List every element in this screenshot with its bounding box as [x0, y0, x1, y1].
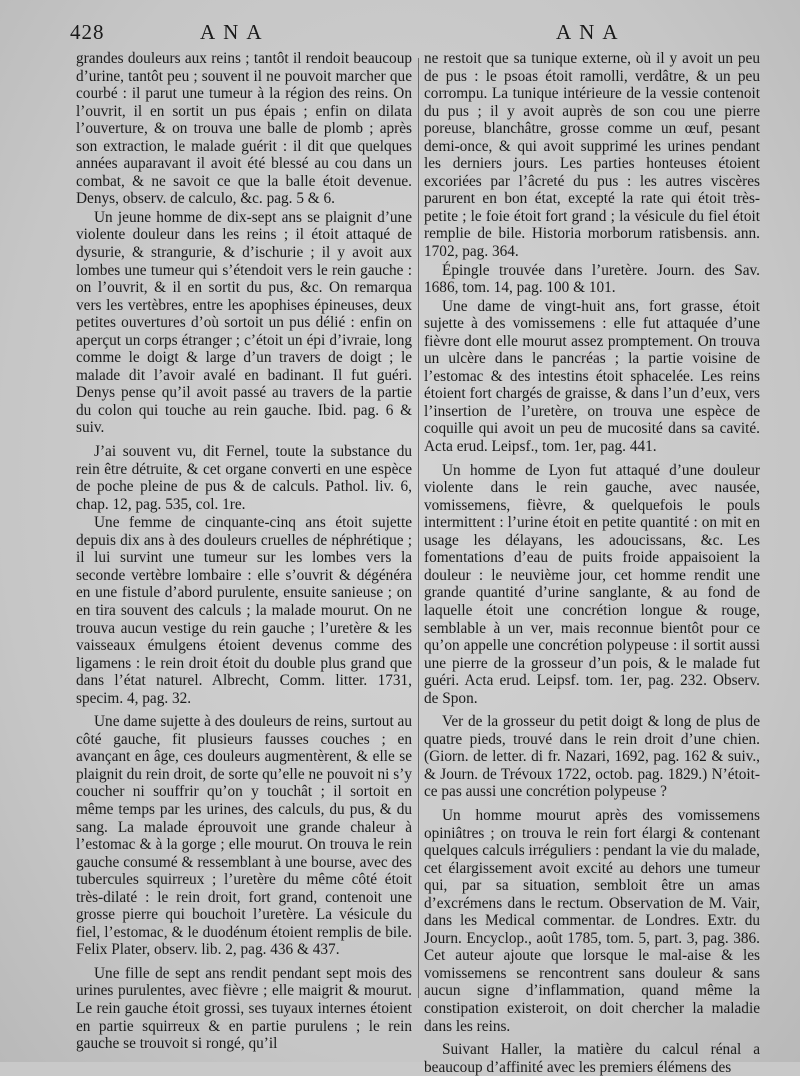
running-head-right: ANA: [556, 20, 626, 44]
paragraph: Un homme de Lyon fut attaqué d’une douleur violente dans le rein gauche, avec nausée, vomissemens, fièvre, & quelquefois le pouls intermittent : l’urine étoit en petite quantité : on mit en usage les délayans, les adoucissans, &c. Les fomentations d’eau de puits froide appaisoient la douleur : le neuvième jour, cet homme rendit une grande quantité d’urine sanglante, & au fond de laquelle étoit une concrétion longue & rouge, semblable à un ver, mais reconnue bientôt pour ce qu’on appelle une concrétion polypeuse : il sortit aussi une pierre de la grosseur d’un pois, & le malade fut guéri. Acta erud. Leipsf. tom. 1er, pag. 232. Observ. de Spon.: [424, 461, 760, 707]
right-column: [424, 50, 760, 1076]
paragraph: ne restoit que sa tunique externe, où il y avoit un peu de pus : le psoas étoit ramolli, verdâtre, & un peu corrompu. La tunique intérieure de la vessie contenoit du pus ; il y avoit auprès de son cou une pierre poreuse, blanchâtre, grosse comme un œuf, pesant demi-once, & qui avoit supprimé les urines pendant les derniers jours. Les parties honteuses étoient excoriées par l’âcreté du pus : les autres viscères parurent en bon état, excepté la rate qui étoit très-petite ; le foie étoit fort grand ; la vésicule du fiel étoit remplie de bile. Historia morborum ratisbensis. ann. 1702, pag. 364.: [424, 50, 760, 261]
paragraph: J’ai souvent vu, dit Fernel, toute la substance du rein être détruite, & cet organe converti en une espèce de poche pleine de pus & de calculs. Pathol. liv. 6, chap. 12, pag. 535, col. 1re.: [76, 443, 412, 513]
paragraph: Ver de la grosseur du petit doigt & long de plus de quatre pieds, trouvé dans le rein droit d’une chien. (Giorn. de letter. di fr. Nazari, 1692, pag. 162 & suiv., & Journ. de Trévoux 1722, octob. pag. 1829.) N’étoit-ce pas aussi une concrétion polypeuse ?: [424, 713, 760, 801]
paragraph: grandes douleurs aux reins ; tantôt il rendoit beaucoup d’urine, tantôt peu ; souvent il ne pouvoit marcher que courbé : il parut une tumeur à la région des reins. On l’ouvrit, il en sortit un pus épais ; enfin on dilata l’ouverture, & on trouva une balle de plomb ; après son extraction, le malade guérit : il dit que quelques années auparavant il avoit été blessé au cou dans un combat, & ne savoit ce que la balle étoit devenue. Denys, observ. de calculo, &c. pag. 5 & 6.: [76, 50, 412, 208]
paragraph: Une fille de sept ans rendit pendant sept mois des urines purulentes, avec fièvre ; elle maigrit & mourut. Le rein gauche étoit grossi, ses tuyaux internes étoient en partie squirreux & en partie purulens ; le rein gauche se trouvoit si rongé, qu’il: [76, 964, 412, 1053]
paragraph: Suivant Haller, la matière du calcul rénal a beaucoup d’affinité avec les premiers élémens des: [424, 1041, 760, 1076]
paragraph: Une dame sujette à des douleurs de reins, surtout au côté gauche, fit plusieurs fausses couches ; en avançant en âge, ces douleurs augmentèrent, & elle se plaignit du rein droit, de sorte qu’elle ne pouvoit ni s’y coucher ni souffrir qu’on y touchât ; il sortoit en même temps par les urines, des calculs, du pus, & du sang. La malade éprouvoit une grande chaleur à l’estomac & à la gorge ; elle mourut. On trouva le rein gauche consumé & ressemblant à une bourse, avec des tubercules squirreux ; l’uretère du même côté étoit très-dilaté : le rein droit, fort grand, contenoit une grosse pierre qui bouchoit l’uretère. La vésicule du fiel, l’estomac, & le duodénum étoient remplis de bile. Felix Plater, observ. lib. 2, pag. 436 & 437.: [76, 713, 412, 959]
paragraph: Un jeune homme de dix-sept ans se plaignit d’une violente douleur dans les reins ; il étoit attaqué de dysurie, & strangurie, & d’ischurie ; il y avoit aux lombes une tumeur qui s’étendoit vers le rein gauche : on l’ouvrit, & il en sortit du pus, &c. On remarqua vers les vertèbres, entre les apophises épineuses, deux petites ouvertures d’où sortoit un pus délié : enfin on aperçut un corps étranger ; c’étoit un épi d’ivraie, long comme le doigt & large d’un travers de doigt ; le malade dit l’avoir avalé en badinant. Il fut guéri. Denys pense qu’il avoit passé au travers de la partie du colon qui touche au rein gauche. Ibid. pag. 6 & suiv.: [76, 208, 412, 437]
running-head-left: ANA: [200, 20, 270, 44]
page-number: 428: [70, 20, 105, 44]
page-header: [0, 18, 800, 48]
paragraph: Épingle trouvée dans l’uretère. Journ. des Sav. 1686, tom. 14, pag. 100 & 101.: [424, 261, 760, 297]
column-divider: [418, 58, 419, 998]
paragraph: Une dame de vingt-huit ans, fort grasse, étoit sujette à des vomissemens : elle fut attaquée d’une fièvre dont elle mourut assez promptement. On trouva un ulcère dans le pancréas ; la partie voisine de l’estomac & des intestins étoit sphacelée. Les reins étoient fort chargés de graisse, & dans l’un d’eux, vers l’insertion de l’uretère, on trouva une espèce de coquille qui avoit un peu de mucosité dans sa cavité. Acta erud. Leipsf., tom. 1er, pag. 441.: [424, 297, 760, 456]
paragraph: Un homme mourut après des vomissemens opiniâtres ; on trouva le rein fort élargi & contenant quelques calculs irréguliers : pendant la vie du malade, cet élargissement avoit excité au dehors une tumeur qui, par sa situation, sembloit être un amas d’excrémens dans le rectum. Observation de M. Vair, dans les Medical commentar. de Londres. Extr. du Journ. Encyclop., août 1785, tom. 5, part. 3, pag. 386. Cet auteur ajoute que lorsque le mal-aise & les vomissemens se rencontrent sans douleur & sans aucun signe d’inflammation, quand même la constipation existeroit, on doit chercher la maladie dans les reins.: [424, 806, 760, 1035]
paragraph: Une femme de cinquante-cinq ans étoit sujette depuis dix ans à des douleurs cruelles de néphrétique ; il lui survint une tumeur sur les lombes vers la seconde vertèbre lombaire : elle s’ouvrit & dégénéra en une fistule d’abord purulente, ensuite sanieuse ; on en tira souvent des calculs ; la malade mourut. On ne trouva aucun vestige du rein gauche ; l’uretère & les vaisseaux émulgens étoient devenus comme des ligamens : le rein droit étoit du double plus grand que dans l’état naturel. Albrecht, Comm. litter. 1731, specim. 4, pag. 32.: [76, 514, 412, 707]
left-column: [76, 50, 412, 1053]
